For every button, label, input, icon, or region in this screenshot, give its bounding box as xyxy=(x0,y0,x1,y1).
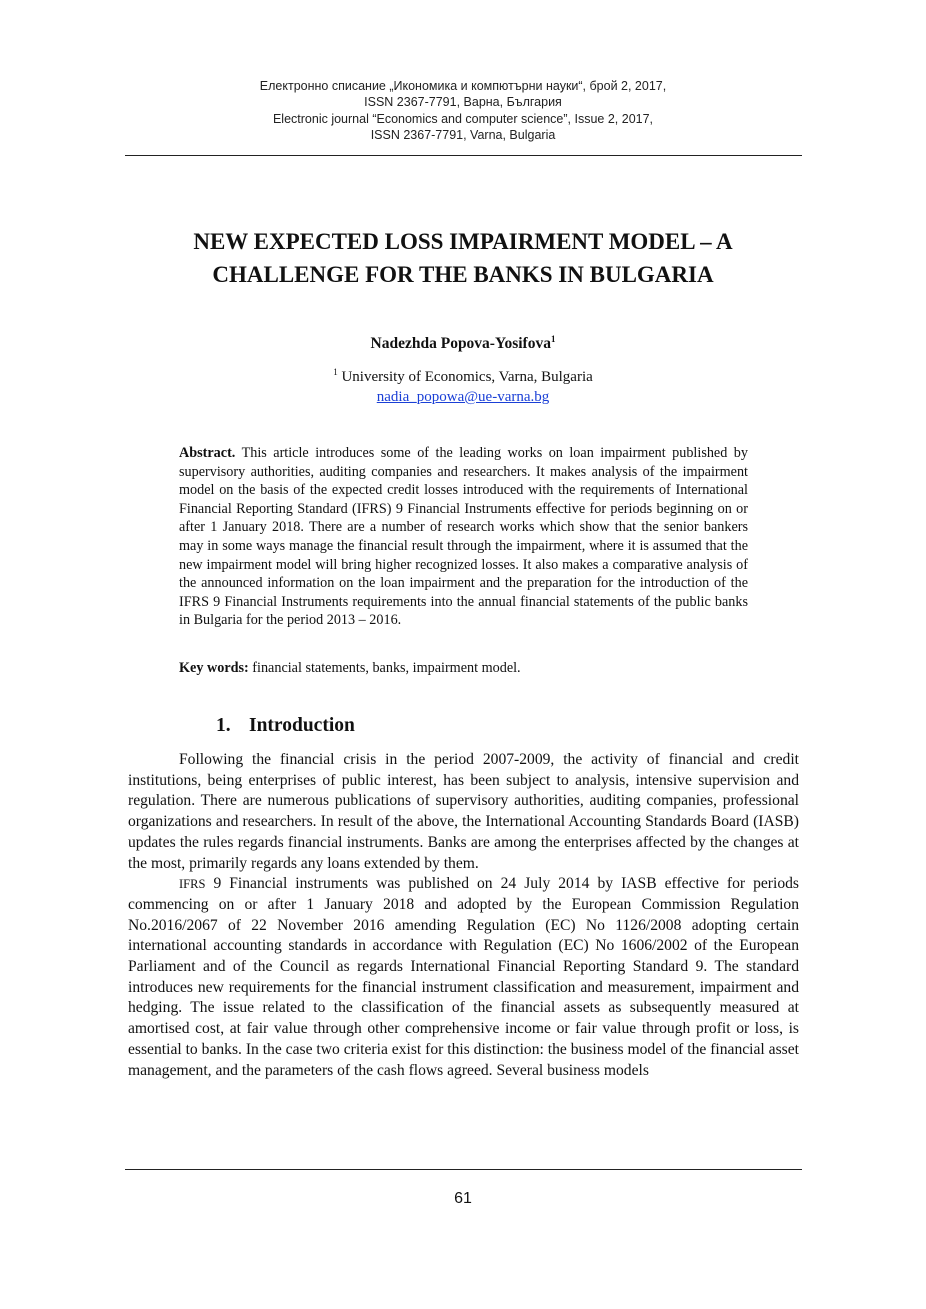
header-line-1: Електронно списание „Икономика и компютърни науки“, брой 2, 2017, xyxy=(259,79,667,93)
section-heading xyxy=(216,715,355,737)
author-name: Nadezhda Popova-Yosifova xyxy=(370,335,551,353)
paper-title xyxy=(120,225,806,291)
section-title: Introduction xyxy=(249,715,355,736)
journal-header xyxy=(0,78,926,144)
affiliation-sup: 1 xyxy=(333,367,338,377)
affiliation xyxy=(0,362,926,407)
title-line-2: CHALLENGE FOR THE BANKS IN BULGARIA xyxy=(212,262,714,287)
page-number: 61 xyxy=(454,1190,472,1207)
header-line-3: Electronic journal “Economics and computer science”, Issue 2, 2017, xyxy=(272,111,654,126)
author xyxy=(0,334,926,353)
paragraph-2 xyxy=(128,874,799,1081)
abstract xyxy=(179,444,748,630)
section-number: 1. xyxy=(216,715,231,736)
paragraph-2-abbr: IFRS xyxy=(179,877,206,892)
paragraph-1: Following the financial crisis in the period 2007-2009, the activity of financial and credit institutions, being enterprises of public interest, has been subject to analysis, intensive supervision and regulation. There are numerous publications of supervisory authorities, auditing companies, professional organizations and researchers. In result of the above, the International Accounting Standards Board (IASB) updates the rules regards financial instruments. Banks are among the enterprises affected by the changes at the most, primarily regards any loans extended by them. xyxy=(128,751,799,872)
affiliation-text: University of Economics, Varna, Bulgaria xyxy=(341,369,593,385)
header-line-4: ISSN 2367-7791, Varna, Bulgaria xyxy=(370,128,556,143)
title-line-1: NEW EXPECTED LOSS IMPAIRMENT MODEL – A xyxy=(193,229,733,254)
header-line-2: ISSN 2367-7791, Варна, България xyxy=(364,95,562,110)
header-divider xyxy=(125,155,802,156)
keywords-text: financial statements, banks, impairment model. xyxy=(252,660,521,676)
author-email-link[interactable]: nadia_popowa@ue-varna.bg xyxy=(376,389,550,405)
paragraph-2-text: 9 Financial instruments was published on 24 July 2014 by IASB effective for periods commencing on or after 1 January 2018 and adopted by the European Commission Regulation No.2016/2067 of 22 November 2016 amending Regulation (EC) No 1126/2008 adopting certain international accounting standards in accordance with Regulation (EC) No 1606/2002 of the European Parliament and of the Council as regards International Financial Reporting Standard 9. The standard introduces new requirements for the financial instrument classification and measurement, impairment and hedging. The issue related to the classification of the financial assets as subsequently measured at amortised cost, at fair value through other comprehensive income or fair value through profit or loss, is essential to banks. In the case two criteria exist for this distinction: the business model of the financial asset management, and the parameters of the cash flows agreed. Several business models xyxy=(128,875,799,1079)
footer-divider xyxy=(125,1169,802,1170)
keywords xyxy=(179,659,748,678)
body-text xyxy=(128,750,799,1081)
keywords-label: Key words: xyxy=(179,660,249,676)
abstract-text: This article introduces some of the leading works on loan impairment published by supervisory authorities, auditing companies and researchers. It makes analysis of the impairment model on the basis of the expected credit losses introduced with the requirements of International Financial Reporting Standard (IFRS) 9 Financial Instruments effective for periods beginning on or after 1 January 2018. There are a number of research works which show that the senior bankers may in some ways manage the financial result through the impairment, where it is assumed that the new impairment model will bring higher recognized losses. It also makes a comparative analysis of the announced information on the loan impairment and the preparation for the introduction of the IFRS 9 Financial Instruments requirements into the annual financial statements of the public banks in Bulgaria for the period 2013 – 2016. xyxy=(179,445,748,629)
abstract-label: Abstract. xyxy=(179,445,236,461)
author-sup: 1 xyxy=(550,334,556,344)
